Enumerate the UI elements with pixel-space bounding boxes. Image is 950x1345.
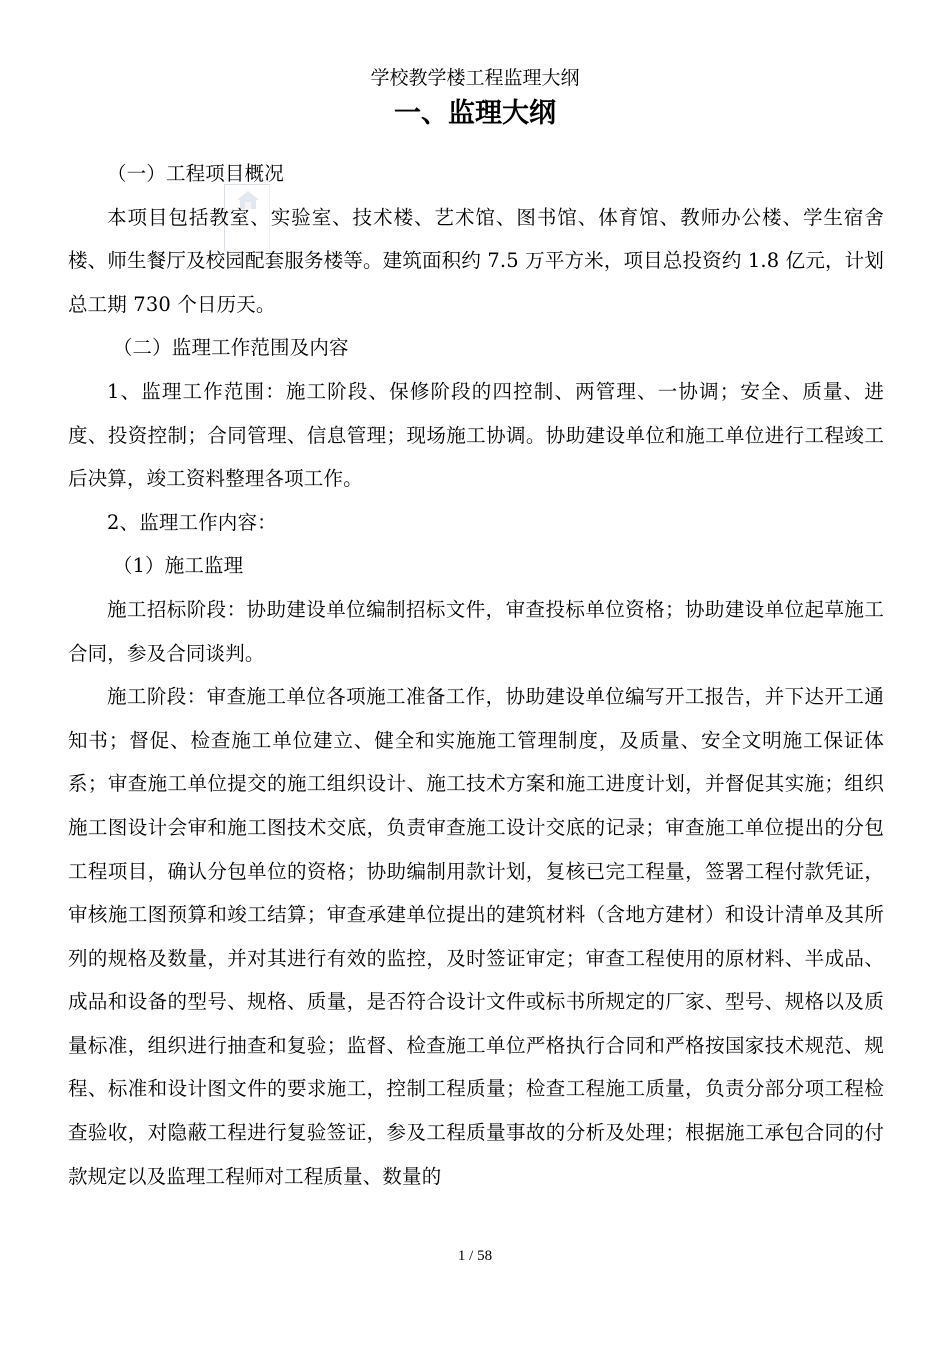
section-heading-scope: （二）监理工作范围及内容 [112,336,349,360]
document-title: 一、监理大纲 [394,98,556,129]
document-body [68,152,884,1198]
document-header: 学校教学楼工程监理大纲 [370,67,580,89]
section-heading-project-overview: （一）工程项目概况 [107,162,284,185]
subheading-construction-supervision: （1）施工监理 [112,554,244,578]
paragraph-scope: 1、监理工作范围：施工阶段、保修阶段的四控制、两管理、一协调；安全、质量、进度、投资控制；合同管理、信息管理；现场施工协调。协助建设单位和施工单位进行工程竣工后决算，竣工资料整理各项工作。 [68,379,884,491]
paragraph-project-overview: 本项目包括教室、实验室、技术楼、艺术馆、图书馆、体育馆、教师办公楼、学生宿舍楼、师生餐厅及校园配套服务楼等。建筑面积约 7.5 万平方米，项目总投资约 1.8 亿元，计划总工期 730 个日历天。 [68,205,884,316]
paragraph-content-heading: 2、监理工作内容： [107,510,277,534]
paragraph-construction-stage: 施工阶段：审查施工单位各项施工准备工作，协助建设单位编写开工报告，并下达开工通知书；督促、检查施工单位建立、健全和实施施工管理制度，及质量、安全文明施工保证体系；审查施工单位提交的施工组织设计、施工技术方案和施工进度计划，并督促其实施；组织施工图设计会审和施工图技术交底，负责审查施工设计交底的记录；审查施工单位提出的分包工程项目，确认分包单位的资格；协助编制用款计划，复核已完工程量，签署工程付款凭证，审核施工图预算和竣工结算；审查承建单位提出的建筑材料（含地方建材）和设计清单及其所列的规格及数量，并对其进行有效的监控，及时签证审定；审查工程使用的原材料、半成品、成品和设备的型号、规格、质量，是否符合设计文件或标书所规定的厂家、型号、规格以及质量标准，组织进行抽查和复验；监督、检查施工单位严格执行合同和严格按国家技术规范、规程、标准和设计图文件的要求施工，控制工程质量；检查工程施工质量，负责分部分项工程检查验收，对隐蔽工程进行复验签证，参及工程质量事故的分析及处理；根据施工承包合同的付款规定以及监理工程师对工程质量、数量的 [68,685,884,1188]
paragraph-bidding-stage: 施工招标阶段：协助建设单位编制招标文件，审查投标单位资格；协助建设单位起草施工合同，参及合同谈判。 [68,597,884,665]
page-number: 1 / 58 [457,1248,493,1264]
